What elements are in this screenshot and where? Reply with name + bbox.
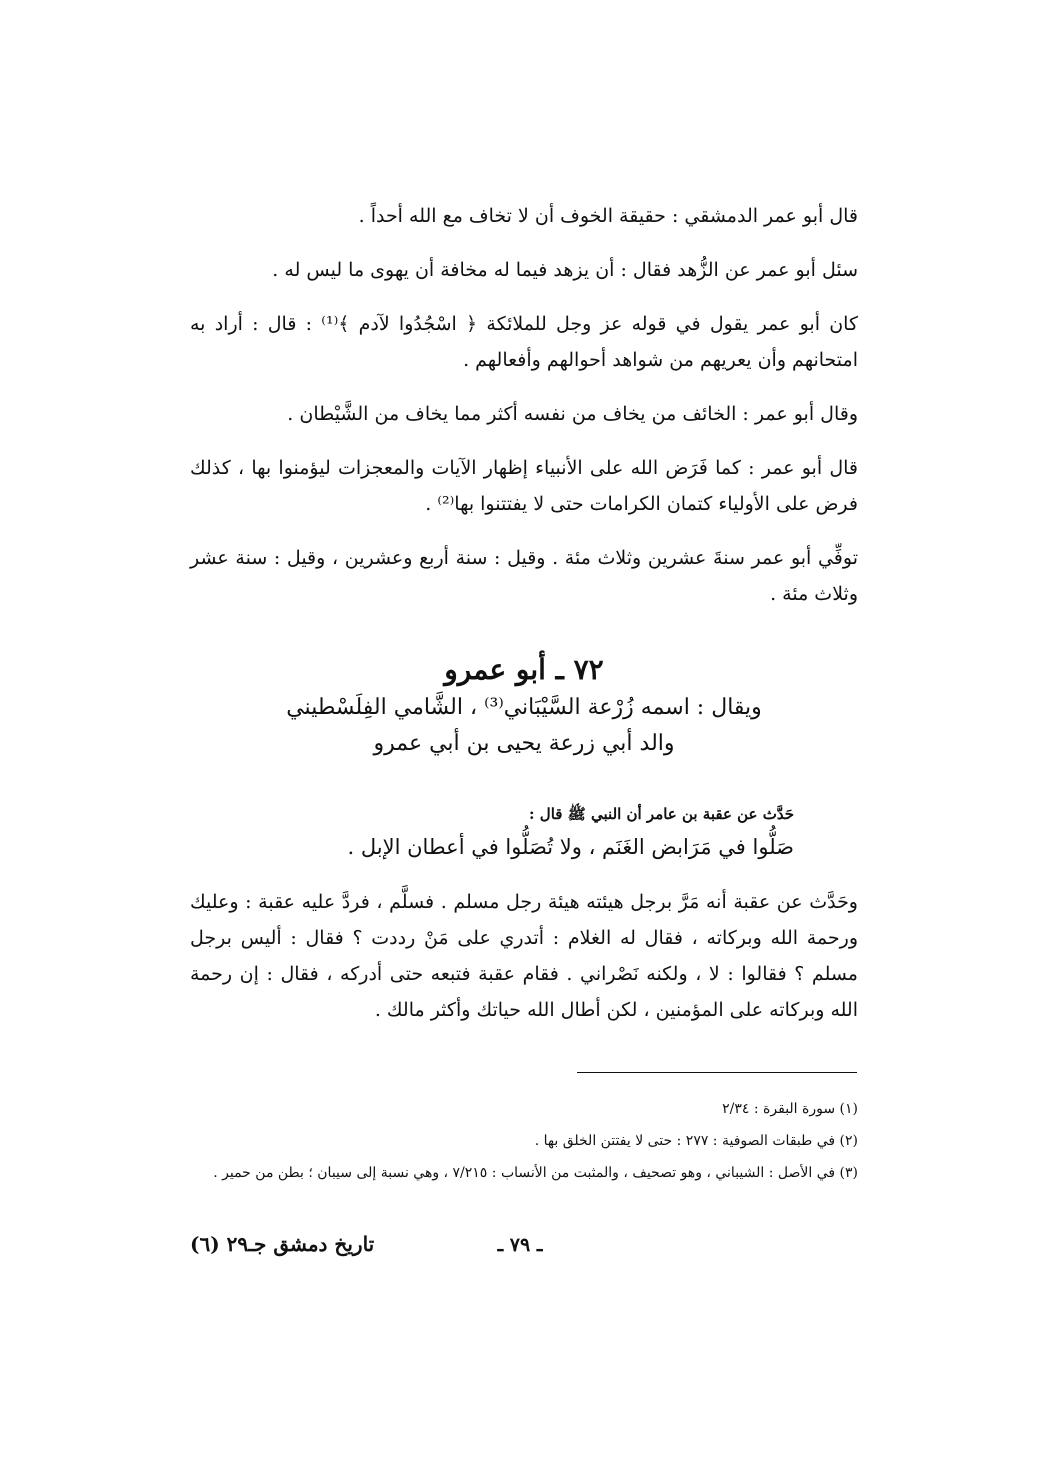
footnote-2: (٢) في طبقات الصوفية : ٢٧٧ : حتى لا يفتتن الخلق بها . <box>534 1133 858 1149</box>
footnote-divider <box>577 1072 857 1073</box>
section-title: ٧٢ ـ أبو عمرو <box>444 653 604 686</box>
book-title: تاريخ دمشق جـ٢٩ (٦) <box>190 1232 375 1256</box>
section-subtitle-1: ويقال : اسمه زُرْعة السَّيْبَاني⁽³⁾ ، الشَّامي الفِلَسْطيني <box>286 695 762 720</box>
paragraph-4: وقال أبو عمر : الخائف من يخاف من نفسه أكثر مما يخاف من الشَّيْطان . <box>287 403 858 425</box>
footnote-1: (١) سورة البقرة : ٢/٣٤ <box>722 1101 858 1117</box>
hadith-text: صَلُّوا في مَرَابض الغَنَم ، ولا تُصَلُّوا في أعطان الإبل . <box>347 835 794 859</box>
paragraph-5: قال أبو عمر : كما فَرَض الله على الأنبياء إظهار الآيات والمعجزات ليؤمنوا بها ، كذلك فرض على الأولياء كتمان الكرامات حتى لا يفتتنوا بها⁽²⁾ . <box>190 457 859 515</box>
section-subtitle-2: والد أبي زرعة يحيى بن أبي عمرو <box>373 731 675 756</box>
paragraph-6: توفِّي أبو عمر سنةَ عشرين وثلاث مئة . وقيل : سنة أربع وعشرين ، وقيل : سنة عشر وثلاث مئة . <box>190 547 858 605</box>
paragraph-1: قال أبو عمر الدمشقي : حقيقة الخوف أن لا تخاف مع الله أحداً . <box>358 205 858 227</box>
paragraph-3: كان أبو عمر يقول في قوله عز وجل للملائكة ﴿ اسْجُدُوا لآدم ﴾⁽¹⁾ : قال : أراد به امتحانهم وأن يعريهم من شواهد أحوالهم وأفعالهم . <box>190 313 858 371</box>
footnote-3: (٣) في الأصل : الشيباني ، وهو تصحيف ، والمثبت من الأنساب : ٧/٢١٥ ، وهي نسبة إلى سيبان ؛ بطن من حمير . <box>213 1165 858 1181</box>
paragraph-2: سئل أبو عمر عن الزُّهد فقال : أن يزهد فيما له مخافة أن يهوى ما ليس له . <box>272 259 858 281</box>
page-number: ـ ٧٩ ـ <box>497 1234 543 1256</box>
section-heading <box>190 650 858 762</box>
story-paragraph: وحَدَّث عن عقبة أنه مَرَّ برجل هيئته هيئة رجل مسلم . فسلَّم ، فردَّ عليه عقبة : وعليك ورحمة الله وبركاته ، فقال له الغلام : أتدري على مَنْ رددت ؟ فقال : أليس برجل مسلم ؟ فقالوا : لا ، ولكنه نَصْراني . فقام عقبة فتبعه حتى أدركه ، فقال : إن رحمة الله وبركاته على المؤمنين ، لكن أطال الله حياتك وأكثر مالك . <box>190 891 858 1021</box>
hadith-intro: حَدَّث عن عقبة بن عامر أن النبي ﷺ قال : <box>529 805 794 823</box>
